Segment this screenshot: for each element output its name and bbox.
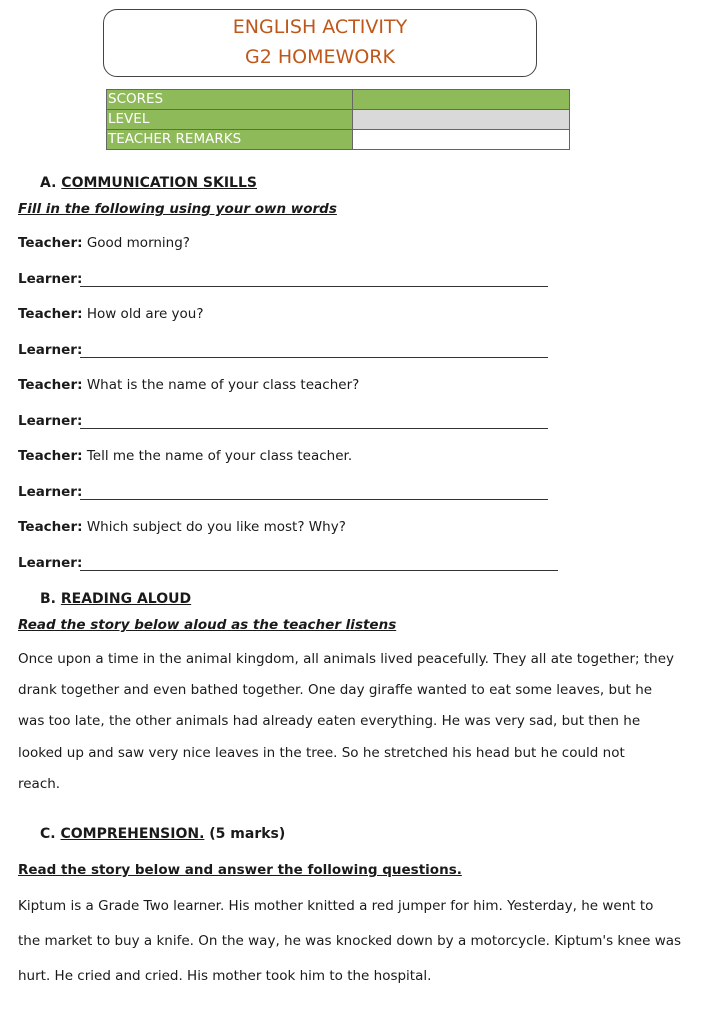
answer-line[interactable]: [80, 570, 558, 571]
dialogue-line: [18, 413, 82, 429]
dialogue-text: What is the name of your class teacher?: [86, 377, 360, 393]
level-value-cell[interactable]: [353, 110, 570, 130]
speaker-label: Learner:: [18, 413, 83, 429]
story-line: the market to buy a knife. On the way, he was knocked down by a motorcycle. Kiptum's knee was: [18, 933, 682, 949]
dialogue-line: [18, 342, 82, 358]
dialogue-line: [18, 484, 82, 500]
section-a-instruction: Fill in the following using your own words: [18, 201, 337, 217]
answer-line[interactable]: [80, 428, 548, 429]
dialogue-line: [18, 271, 82, 287]
table-row: [107, 110, 570, 130]
section-b-instruction: Read the story below aloud as the teacher listens: [18, 617, 397, 633]
answer-line[interactable]: [80, 286, 548, 287]
teacher-remarks-value-cell[interactable]: [353, 130, 570, 150]
speaker-label: Learner:: [18, 271, 83, 287]
section-c-instruction: Read the story below and answer the following questions.: [18, 862, 462, 878]
speaker-label: Teacher:: [18, 377, 83, 393]
story-line: was too late, the other animals had already eaten everything. He was very sad, but then he: [18, 713, 641, 729]
speaker-label: Teacher:: [18, 306, 83, 322]
scores-value-cell[interactable]: [353, 90, 570, 110]
teacher-remarks-label: TEACHER REMARKS: [107, 130, 353, 150]
dialogue-line: [18, 555, 82, 571]
speaker-label: Learner:: [18, 555, 83, 571]
story-line: Once upon a time in the animal kingdom, all animals lived peacefully. They all ate together; they: [18, 651, 675, 667]
speaker-label: Teacher:: [18, 519, 83, 535]
table-row: [107, 90, 570, 110]
dialogue-text: Good morning?: [86, 235, 190, 251]
table-row: [107, 130, 570, 150]
section-c-marks: (5 marks): [209, 826, 286, 842]
section-b-heading: [40, 591, 191, 607]
dialogue-line: [18, 519, 346, 535]
dialogue-line: [18, 448, 352, 464]
speaker-label: Teacher:: [18, 448, 83, 464]
dialogue-text: Tell me the name of your class teacher.: [86, 448, 353, 464]
speaker-label: Learner:: [18, 342, 83, 358]
scores-label: SCORES: [107, 90, 353, 110]
answer-line[interactable]: [80, 499, 548, 500]
story-line: drank together and even bathed together. One day giraffe wanted to eat some leaves, but he: [18, 682, 653, 698]
section-a-heading: [40, 175, 257, 191]
dialogue-line: [18, 235, 190, 251]
speaker-label: Teacher:: [18, 235, 83, 251]
story-line: reach.: [18, 776, 61, 792]
story-line: Kiptum is a Grade Two learner. His mother knitted a red jumper for him. Yesterday, he went to: [18, 898, 654, 914]
speaker-label: Learner:: [18, 484, 83, 500]
section-a-title: COMMUNICATION SKILLS: [61, 175, 257, 191]
dialogue-line: [18, 306, 204, 322]
title-line-1: ENGLISH ACTIVITY: [232, 16, 408, 38]
section-b-title: READING ALOUD: [60, 591, 192, 607]
level-label: LEVEL: [107, 110, 353, 130]
scores-table: [106, 89, 570, 150]
section-c-heading: [40, 826, 285, 842]
dialogue-line: [18, 377, 359, 393]
dialogue-text: Which subject do you like most? Why?: [86, 519, 346, 535]
story-line: hurt. He cried and cried. His mother took him to the hospital.: [18, 968, 432, 984]
section-b-letter: B.: [40, 591, 56, 607]
section-c-letter: C.: [40, 826, 56, 842]
section-a-letter: A.: [40, 175, 57, 191]
title-line-2: G2 HOMEWORK: [245, 46, 395, 68]
story-line: looked up and saw very nice leaves in the tree. So he stretched his head but he could not: [18, 745, 625, 761]
title-box: [103, 9, 537, 77]
dialogue-text: How old are you?: [86, 306, 204, 322]
section-c-title: COMPREHENSION.: [60, 826, 205, 842]
answer-line[interactable]: [80, 357, 548, 358]
